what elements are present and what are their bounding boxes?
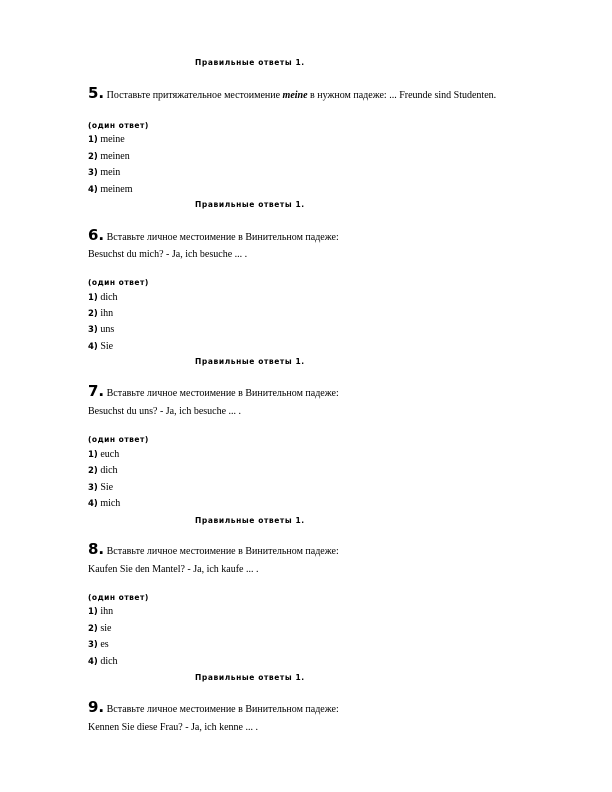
question-text: Поставьте притяжательное местоимение meine в нужном падеже: ... Freunde sind Studenten.	[106, 90, 497, 101]
question-text: Вставьте личное местоимение в Винительном падеже:	[106, 546, 339, 557]
question-sentence: Kennen Sie diese Frau? - Ja, ich kenne ... .	[88, 722, 258, 733]
question-5-title	[88, 84, 496, 102]
single-answer-hint: (один ответ)	[88, 593, 149, 602]
question-number: 5.	[88, 84, 105, 102]
question-7-title	[88, 382, 339, 400]
single-answer-hint: (один ответ)	[88, 121, 149, 130]
question-8-title	[88, 540, 339, 558]
option-item: 4) meinem	[88, 184, 133, 195]
answers-label: Правильные ответы 1.	[195, 200, 305, 209]
answers-label: Правильные ответы 1.	[195, 58, 305, 67]
question-text: Вставьте личное местоимение в Винительном падеже:	[106, 388, 339, 399]
question-sentence: Kaufen Sie den Mantel? - Ja, ich kaufe ... .	[88, 564, 259, 575]
option-item: 2) meinen	[88, 151, 130, 162]
question-number: 7.	[88, 382, 105, 400]
question-text: Вставьте личное местоимение в Винительном падеже:	[106, 704, 339, 715]
question-6-title	[88, 226, 339, 244]
option-item: 2) ihn	[88, 308, 114, 319]
question-9-title	[88, 698, 339, 716]
option-item: 1) dich	[88, 292, 118, 303]
single-answer-hint: (один ответ)	[88, 435, 149, 444]
option-item: 2) dich	[88, 465, 118, 476]
single-answer-hint: (один ответ)	[88, 278, 149, 287]
answers-label: Правильные ответы 1.	[195, 673, 305, 682]
option-item: 4) Sie	[88, 341, 114, 352]
option-item: 4) dich	[88, 656, 118, 667]
option-item: 2) sie	[88, 623, 112, 634]
option-item: 3) uns	[88, 324, 115, 335]
question-text: Вставьте личное местоимение в Винительном падеже:	[106, 232, 339, 243]
answers-label: Правильные ответы 1.	[195, 357, 305, 366]
answers-label: Правильные ответы 1.	[195, 516, 305, 525]
question-number: 9.	[88, 698, 105, 716]
question-number: 6.	[88, 226, 105, 244]
option-item: 3) Sie	[88, 482, 114, 493]
option-item: 3) es	[88, 639, 109, 650]
question-sentence: Besuchst du mich? - Ja, ich besuche ... .	[88, 249, 248, 260]
option-item: 1) meine	[88, 134, 125, 145]
question-number: 8.	[88, 540, 105, 558]
emphasized-word: meine	[282, 90, 308, 101]
option-item: 1) euch	[88, 449, 120, 460]
option-item: 4) mich	[88, 498, 121, 509]
question-sentence: Besuchst du uns? - Ja, ich besuche ... .	[88, 406, 242, 417]
option-item: 3) mein	[88, 167, 121, 178]
option-item: 1) ihn	[88, 606, 114, 617]
